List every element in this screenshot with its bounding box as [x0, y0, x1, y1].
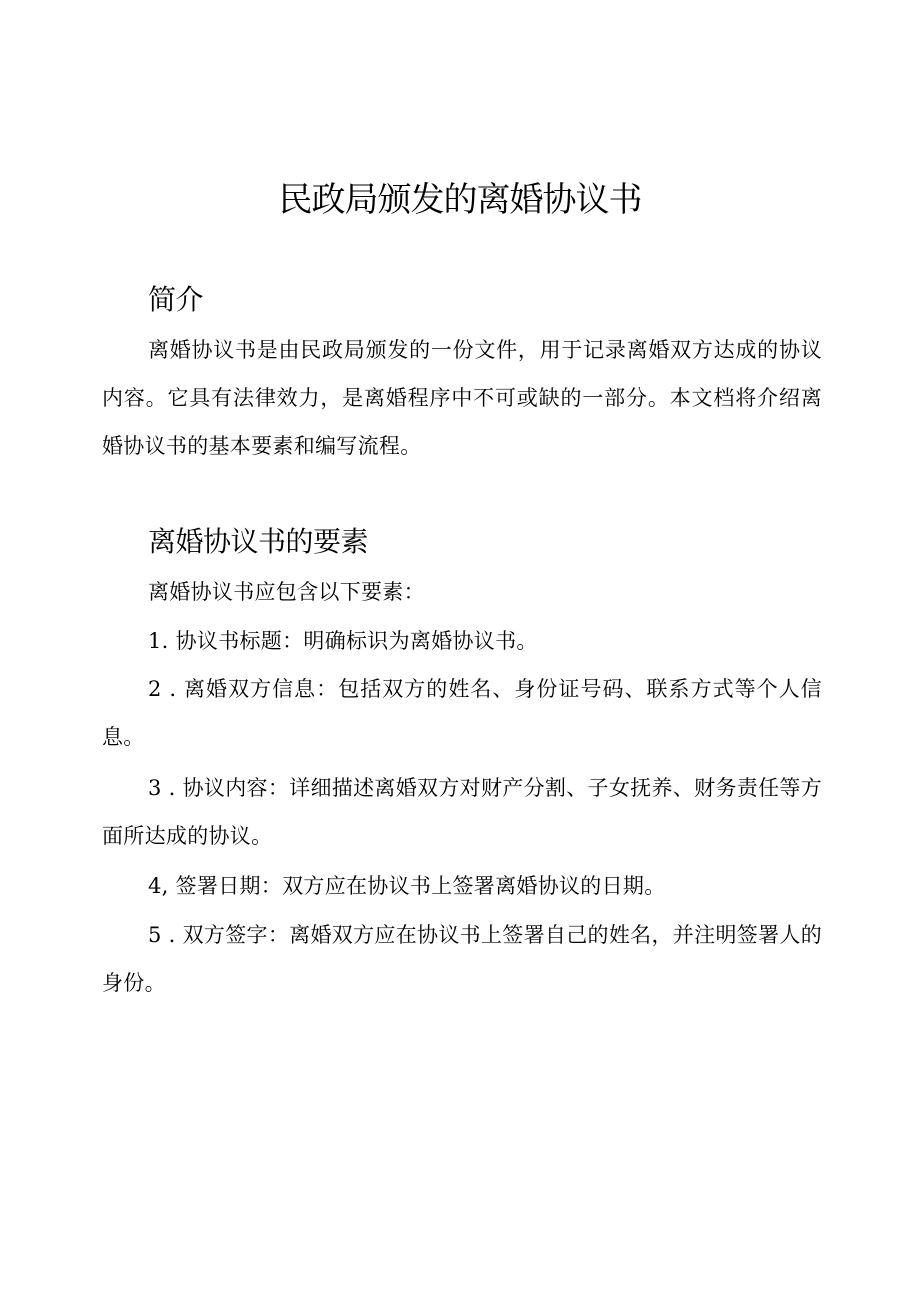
- element-item-signatures: 5 . 双方签字：离婚双方应在协议书上签署自己的姓名，并注明签署人的身份。: [102, 923, 822, 995]
- element-item-agreement-content: 3 . 协议内容：详细描述离婚双方对财产分割、子女抚养、财务责任等方面所达成的协议。: [102, 776, 822, 848]
- element-item-signing-date: 4, 签署日期：双方应在协议书上签署离婚协议的日期。: [148, 874, 666, 898]
- element-item-party-info: 2 . 离婚双方信息：包括双方的姓名、身份证号码、联系方式等个人信息。: [102, 677, 822, 749]
- elements-lead-paragraph: 离婚协议书应包含以下要素：: [148, 580, 425, 604]
- section-heading-elements: 离婚协议书的要素: [148, 525, 369, 558]
- element-item-title: 1. 协议书标题：明确标识为离婚协议书。: [148, 629, 538, 653]
- document-title: 民政局颁发的离婚协议书: [278, 180, 642, 220]
- section-heading-intro: 简介: [148, 283, 204, 316]
- intro-paragraph: 离婚协议书是由民政局颁发的一份文件，用于记录离婚双方达成的协议内容。它具有法律效力，是离婚程序中不可或缺的一部分。本文档将介绍离婚协议书的基本要素和编写流程。: [102, 338, 822, 458]
